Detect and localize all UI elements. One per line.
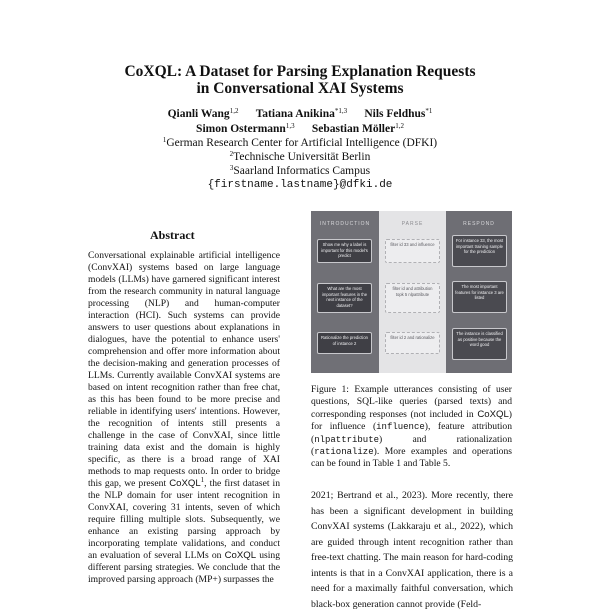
paper-title (0, 63, 600, 97)
caption-text: Figure 1: Example utterances consisting of user questions, SQL-like queries (parsed texts) and corresponding responses (not included in (311, 384, 512, 420)
user-question-box: Rationalize the prediction of instance 2 (317, 332, 372, 354)
abstract-text: , the first dataset in the NLP domain for user intent recognition in ConvXAI, covering 31 intents, seven of which require filling multiple slots. Subsequently, we enhance an existing parsing approach by incorporating template validations, and conduct an evaluation of several LLMs on (88, 478, 280, 561)
abstract-text: using different parsing strategies. We conclude that the improved parsing approach (MP+) surpasses the (88, 550, 280, 585)
figure-column-head: PARSE (401, 221, 424, 227)
dataset-name: CoXQL (169, 478, 201, 489)
caption-text: ) for influence ( (311, 408, 512, 433)
abstract-text: Conversational explainable artificial intelligence (ConvXAI) systems based on large language models (LLMs) have garnered significant interest from the research community in natural language processing (NLP) and human-computer interaction (HCI). Such systems can provide answers to user questions about explanations in dialogues, have the potential to enhance users' comprehension and offer more information about the decision-making and generation processes of LLMs. Currently available ConvXAI systems are based on intent recognition rather than free chat, as this has been found to be more precise and reliable in identifying users' intentions. However, the recognition of intents still presents a challenge in the case of ConvXAI, since little training data exist and the domain is highly specific, as there is a broad range of XAI methods to map requests onto. In order to bridge this gap, we present (88, 250, 280, 489)
body-paragraph: 2021; Bertrand et al., 2023). More recently, there has been a significant development in building ConvXAI systems (Lakkaraju et al., 2022), which are guided through intent recognition rather than free-text chatting. The main reason for hard-coding intents is that in a ConvXAI application, there is a need for a maximally faithful conversation, which black-box generation cannot provide (Feld- (311, 490, 513, 610)
caption-text: ) and rationalization ( (311, 433, 512, 458)
parsed-query-box: filter id and attribution topk 5 nlpattribute (385, 283, 440, 313)
author-affil: *1 (425, 107, 433, 115)
user-question-box: What are the most important features in the next instance of the dataset? (317, 283, 372, 313)
affil-text: Saarland Informatics Campus (233, 165, 371, 177)
figure-caption (311, 384, 512, 471)
response-box: For instance 33, the most important training sample for the prediction (452, 235, 507, 267)
author-name: Tatiana Anikina (255, 108, 335, 120)
caption-text: ). More examples and operations can be found in Table 1 and Table 5. (311, 446, 512, 470)
affil-marker: 3 (229, 164, 234, 172)
affil-text: Technische Universität Berlin (233, 151, 371, 163)
abstract-body (88, 250, 280, 586)
user-question-box: Show me why a label is important for this model's predict (317, 239, 372, 263)
title-line-2: in Conversational XAI Systems (196, 80, 404, 97)
dataset-name: CoXQL (477, 408, 509, 420)
figure-column-parse (379, 211, 446, 373)
affiliation-1 (0, 136, 600, 150)
affiliation-2 (0, 150, 600, 164)
figure-column-head: RESPOND (463, 221, 495, 227)
parsed-query-box: filter id 33 and influence (385, 239, 440, 263)
affil-marker: 2 (229, 150, 234, 158)
author-affil: 1,2 (229, 107, 239, 115)
author-affil: 1,3 (285, 122, 295, 130)
author-affil: 1,2 (395, 122, 404, 130)
authors-line-1 (0, 107, 600, 121)
author-name: Qianli Wang (167, 108, 230, 120)
abstract-heading: Abstract (150, 228, 195, 242)
figure-1 (311, 211, 512, 373)
author-name: Simon Ostermann (196, 123, 286, 135)
title-line-1: CoXQL: A Dataset for Parsing Explanation Requests (124, 63, 476, 80)
affil-text: German Research Center for Artificial Intelligence (DFKI) (166, 137, 438, 149)
affil-marker: 1 (162, 136, 167, 144)
operation-code: rationalize (314, 447, 374, 458)
figure-column-head: INTRODUCTION (319, 221, 371, 227)
operation-code: influence (376, 422, 425, 433)
response-box: The most important features for instance 3 are listed (452, 281, 507, 313)
author-name: Nils Feldhus (364, 108, 426, 120)
figure-column-respond (446, 211, 512, 373)
figure-column-introduction (311, 211, 379, 373)
affiliation-3 (0, 164, 600, 178)
operation-code: nlpattribute (314, 434, 380, 445)
parsed-query-box: filter id 2 and rationalize (385, 332, 440, 354)
author-name: Sebastian Möller (311, 123, 396, 135)
caption-text: ), feature attribution ( (311, 421, 512, 445)
author-email[interactable]: {firstname.lastname}@dfki.de (207, 179, 393, 191)
dataset-name: CoXQL (224, 550, 257, 561)
authors-line-2 (0, 122, 600, 136)
author-affil: *1,3 (334, 107, 348, 115)
footnote-marker[interactable]: 1 (200, 476, 205, 484)
response-box: The instance is classified as positive because the word good (452, 328, 507, 360)
